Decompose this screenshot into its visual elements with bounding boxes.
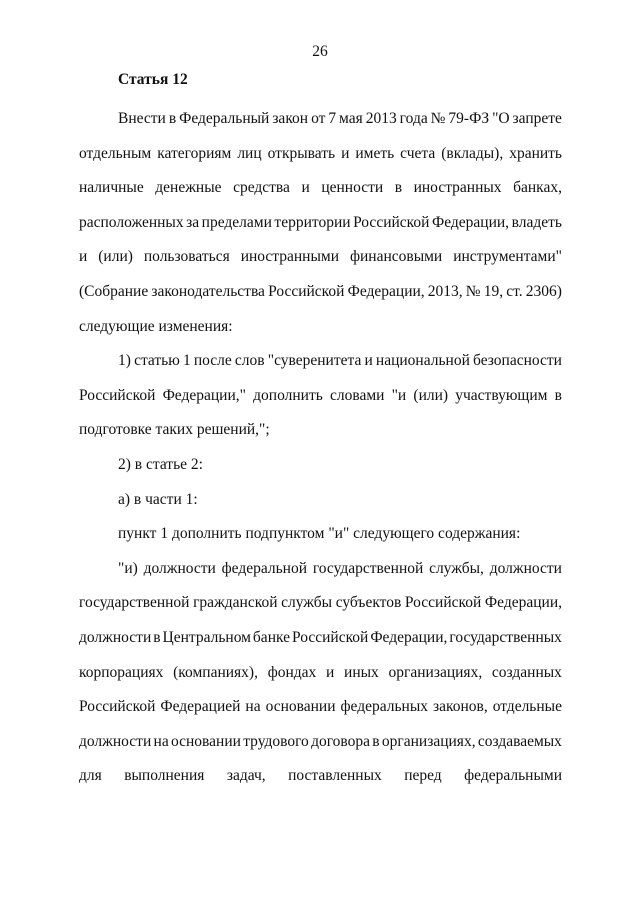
word: в <box>554 386 562 404</box>
word: должности <box>143 559 216 577</box>
word: № <box>465 283 481 300</box>
word: государственной <box>79 594 190 612</box>
word: перед <box>404 767 442 785</box>
word: 2013 <box>365 110 397 127</box>
text-line <box>79 767 562 785</box>
word: 19, <box>483 283 504 300</box>
word: за <box>186 213 200 231</box>
word: финансовыми <box>349 248 443 266</box>
word: на <box>153 732 169 750</box>
word: федеральных <box>340 698 429 716</box>
word: "суверенитета <box>267 352 362 370</box>
word: отдельным <box>79 144 152 162</box>
word: Федерации, <box>431 213 510 231</box>
word: федеральной <box>221 559 308 577</box>
word: (Собрание <box>79 283 149 300</box>
word: (вклады), <box>441 144 504 162</box>
word: Внести <box>118 110 166 127</box>
word: иностранных <box>413 179 502 197</box>
word: банках, <box>513 179 562 197</box>
word: государственных <box>449 629 562 646</box>
word: организациях, <box>381 732 476 750</box>
word: Российской <box>353 213 430 231</box>
word: федеральными <box>464 767 562 785</box>
text-line: 2) в статье 2: <box>118 456 203 473</box>
word: средства <box>233 179 290 197</box>
word: инструментами" <box>453 248 562 266</box>
word: 7 <box>328 110 337 127</box>
word: хранить <box>509 144 562 162</box>
word: поставленных <box>288 767 382 785</box>
article-heading: Статья 12 <box>118 71 188 88</box>
word: 79-ФЗ <box>448 110 490 127</box>
text-line <box>79 594 562 612</box>
text-line: пункт 1 дополнить подпунктом "и" следующего содержания: <box>118 525 521 543</box>
text-line <box>118 110 562 128</box>
word: национальной <box>375 352 470 370</box>
word: пользоваться <box>143 248 230 266</box>
word: года <box>399 110 428 127</box>
word: расположенных <box>79 213 184 231</box>
word: лиц <box>237 144 262 162</box>
word: безопасности <box>473 352 562 370</box>
word: задач, <box>226 767 266 785</box>
word: и <box>341 144 350 162</box>
word: 1 <box>182 352 191 370</box>
text-line <box>118 352 562 370</box>
word: Федерации, <box>484 594 562 612</box>
word: должности <box>489 559 562 577</box>
word: словами <box>329 386 385 404</box>
word: после <box>193 352 232 370</box>
word: гражданской <box>193 594 278 612</box>
word: 2306) <box>525 283 562 300</box>
text-line: следующие изменения: <box>79 317 233 335</box>
page-number: 26 <box>312 43 328 60</box>
word: субъектов <box>335 594 402 612</box>
word: участвующим <box>455 386 548 404</box>
word: Федерации, <box>347 283 425 300</box>
word: должности <box>79 732 152 750</box>
word: созданных <box>491 663 562 681</box>
word: статью <box>134 352 180 370</box>
text-line <box>79 698 562 716</box>
word: должности <box>79 629 152 646</box>
word: и <box>301 179 310 197</box>
word: слов <box>234 352 265 370</box>
word: (компаниях), <box>173 663 258 681</box>
word: отдельные <box>492 698 562 716</box>
text-line <box>79 248 562 266</box>
text-line <box>118 560 562 578</box>
word: Федерацией <box>160 698 241 716</box>
word: иностранными <box>240 248 339 266</box>
word: создаваемых <box>477 732 562 750</box>
word: банке <box>252 629 291 646</box>
word: ценности <box>321 179 384 197</box>
word: "О <box>492 110 510 127</box>
word: законов, <box>432 698 488 716</box>
word: Российской <box>268 283 345 300</box>
word: и <box>326 663 335 681</box>
word: пределами <box>201 213 272 231</box>
word: фондах <box>267 663 317 681</box>
word: государственной <box>312 559 424 577</box>
word: Центральном <box>162 629 251 646</box>
word: мая <box>339 110 363 127</box>
text-line <box>79 145 562 163</box>
word: категориям <box>157 144 232 162</box>
word: дополнить <box>253 386 323 404</box>
word: законодательства <box>151 283 265 300</box>
word: территории <box>274 213 351 231</box>
word: № <box>430 110 446 127</box>
text-line <box>79 387 562 405</box>
word: для <box>79 767 102 785</box>
text-line <box>79 283 562 301</box>
word: наличные <box>79 179 144 197</box>
word: денежные <box>155 179 222 197</box>
word: Российской <box>404 594 482 612</box>
word: счета <box>400 144 436 162</box>
word: владеть <box>511 213 562 231</box>
word: в <box>372 732 380 750</box>
word: Федерации, <box>370 629 448 646</box>
word: закон <box>272 110 309 127</box>
word: корпорациях <box>79 663 164 681</box>
text-line <box>79 214 562 232</box>
word: трудового <box>243 732 309 750</box>
text-line: подготовке таких решений,"; <box>79 421 270 439</box>
word: основании <box>170 732 241 750</box>
word: ст. <box>506 283 523 300</box>
word: в <box>394 179 403 197</box>
word: запрете <box>512 110 562 127</box>
text-line <box>79 629 562 647</box>
text-line <box>79 733 562 751</box>
word: Российской <box>291 629 369 646</box>
word: "и) <box>118 559 138 577</box>
word: в <box>153 629 161 646</box>
word: иных <box>344 663 379 681</box>
word: (или) <box>98 248 133 266</box>
word: от <box>311 110 326 127</box>
text-line <box>79 664 562 682</box>
word: Российской <box>79 386 156 404</box>
word: и <box>79 248 88 266</box>
word: Федерации," <box>162 386 246 404</box>
word: организациях, <box>388 663 483 681</box>
word: открывать <box>267 144 336 162</box>
word: иметь <box>355 144 395 162</box>
word: выполнения <box>124 767 205 785</box>
word: на <box>245 698 261 716</box>
word: (или) <box>413 386 449 404</box>
word: и <box>364 352 373 370</box>
word: службы, <box>429 559 484 577</box>
text-line: а) в части 1: <box>118 490 198 508</box>
word: 1) <box>118 352 131 370</box>
word: договора <box>311 732 371 750</box>
word: "и <box>391 386 407 404</box>
text-line <box>79 179 562 197</box>
word: основании <box>265 698 336 716</box>
word: Российской <box>79 698 156 716</box>
word: службы <box>281 594 333 612</box>
word: Федеральный <box>179 110 270 127</box>
word: 2013, <box>427 283 463 300</box>
word: в <box>168 110 177 127</box>
